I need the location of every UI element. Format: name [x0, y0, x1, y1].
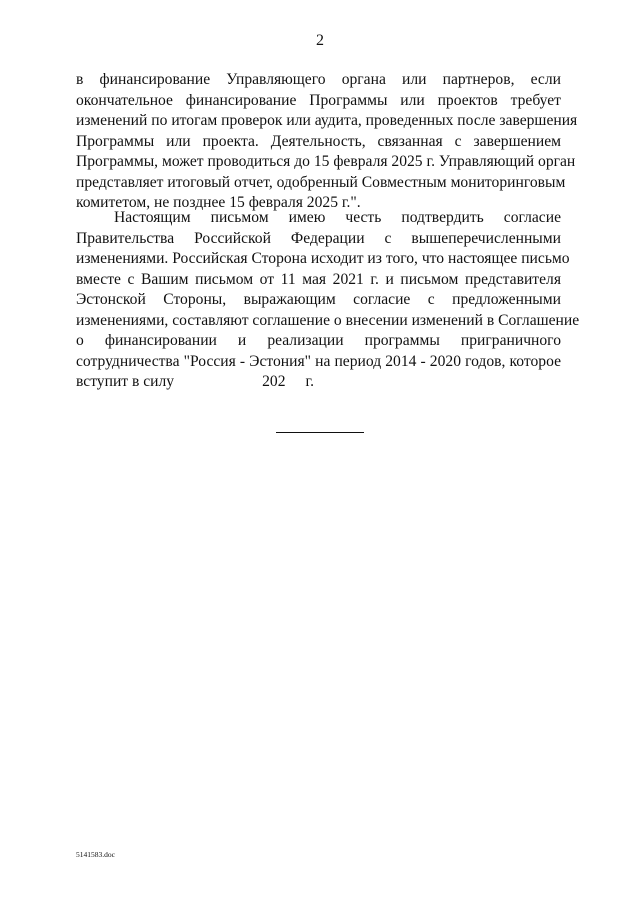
text-line: о финансировании и реализации программы приграничного: [76, 332, 561, 349]
year-text: 202: [262, 373, 286, 390]
paragraph-amendment-end: [76, 70, 578, 214]
separator-line: [276, 432, 364, 433]
text-line: сотрудничества "Россия - Эстония" на период 2014 - 2020 годов, которое: [76, 352, 561, 370]
page-number: 2: [316, 32, 324, 49]
text-line: Программы, может проводиться до 15 февраля 2025 г. Управляющий орган: [76, 153, 576, 170]
year-suffix: г.: [305, 373, 315, 390]
text-line: изменениями, составляют соглашение о внесении изменений в Соглашение: [76, 311, 580, 329]
entry-into-force-line: [76, 372, 561, 393]
text-line: окончательное финансирование Программы или проектов требует: [76, 91, 561, 109]
text-line: Правительства Российской Федерации с вышеперечисленными: [76, 229, 561, 247]
document-file-ref: 5141583.doc: [76, 850, 115, 859]
paragraph-confirmation: [76, 208, 580, 393]
text-line: Программы или проекта. Деятельность, связанная с завершением: [76, 132, 561, 150]
text-line: в финансирование Управляющего органа или партнеров, если: [76, 71, 561, 88]
text-line: изменениями. Российская Сторона исходит из того, что настоящее письмо: [76, 250, 570, 267]
text-line: Настоящим письмом имею честь подтвердить согласие: [114, 209, 561, 226]
text-line: Эстонской Стороны, выражающим согласие с предложенными: [76, 291, 561, 308]
text-line: вместе с Вашим письмом от 11 мая 2021 г. и письмом представителя: [76, 270, 561, 288]
text-line: представляет итоговый отчет, одобренный Совместным мониторинговым: [76, 173, 566, 191]
entry-into-force-text: вступит в силу: [76, 373, 175, 390]
text-line: комитетом, не позднее 15 февраля 2025 г.".: [76, 194, 361, 211]
text-line: изменений по итогам проверок или аудита, проведенных после завершения: [76, 112, 578, 129]
